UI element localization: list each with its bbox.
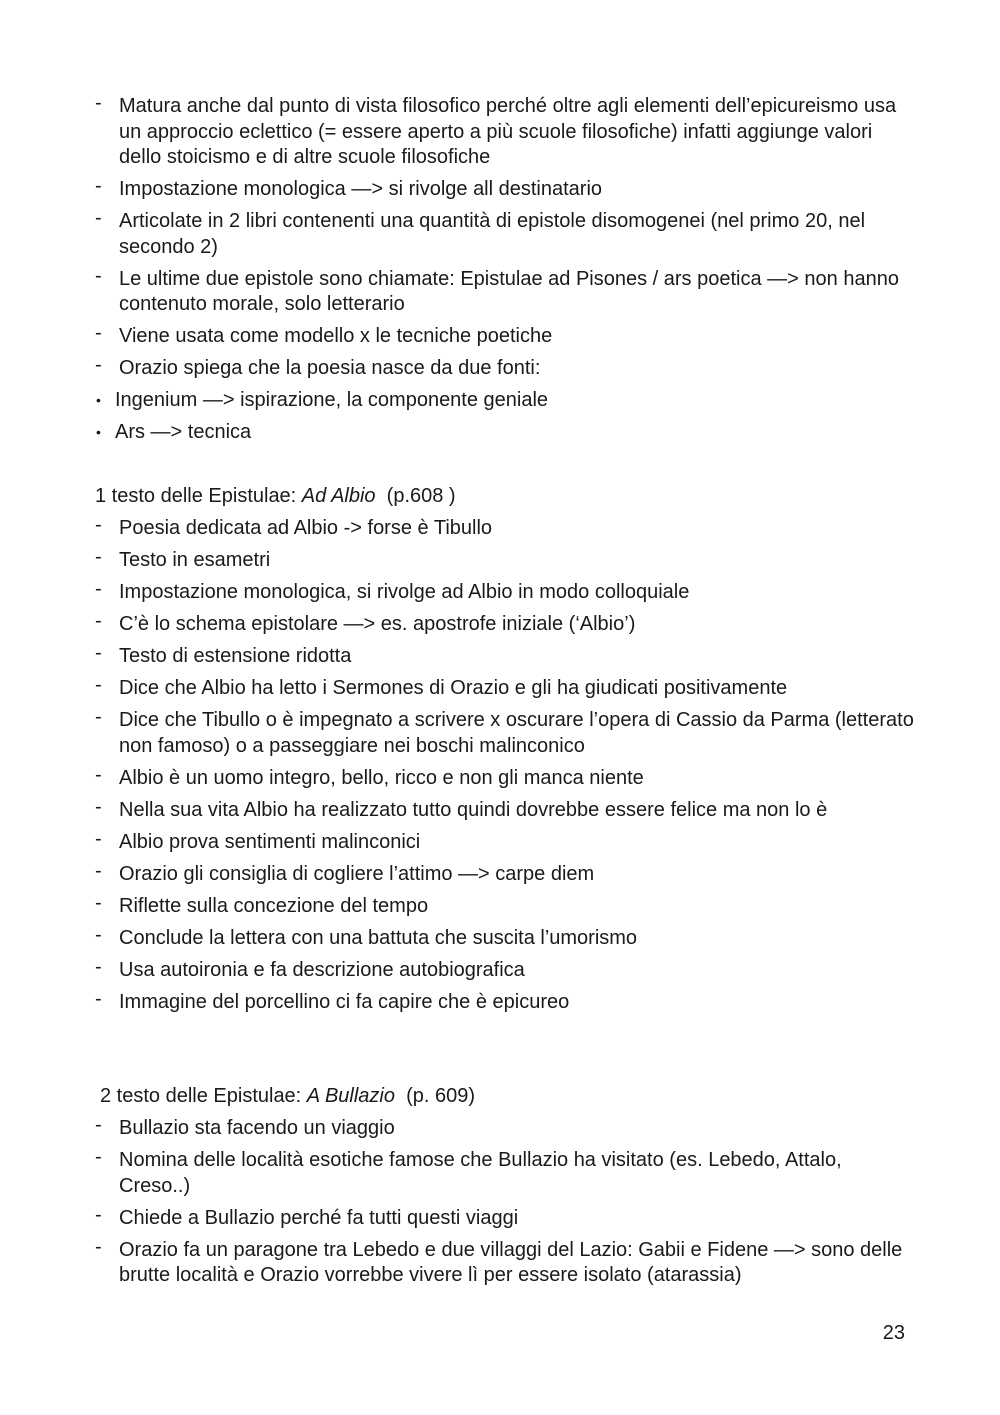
list-item: - Le ultime due epistole sono chiamate: Epistulae ad Pisones / ars poetica —> non hanno contenuto morale, solo letterario (95, 264, 899, 315)
dash-marker: - (95, 322, 102, 344)
list-item: - Testo in esametri (95, 546, 271, 571)
bullet-dot-icon: • (96, 392, 101, 408)
list-item: - Conclude la lettera con una battuta che suscita l’umorismo (95, 923, 638, 949)
heading-title: Ad Albio (301, 485, 376, 507)
dash-marker: - (95, 923, 102, 946)
dash-marker: - (95, 859, 102, 882)
dash-marker: - (95, 175, 102, 197)
dash-marker: - (95, 1146, 102, 1168)
list-item: - Matura anche dal punto di vista filosofico perché oltre agli elementi dell’epicureismo usa un approccio eclettico (= essere aperto a più scuole filosofiche) infatti aggiunge valori dello stoicismo e di altre scuole filosofiche (95, 92, 897, 168)
section-heading: 1 testo delle Epistulae: Ad Albio (p.608 ) (95, 485, 456, 507)
dash-marker: - (95, 1235, 102, 1258)
list-item: - Nella sua vita Albio ha realizzato tutto quindi dovrebbe essere felice ma non lo è (95, 795, 828, 821)
list-item: - Albio è un uomo integro, bello, ricco e non gli manca niente (95, 763, 644, 789)
dash-marker: - (95, 1114, 102, 1136)
bullet-item: • Ingenium —> ispirazione, la componente geniale (95, 388, 915, 414)
dash-list (95, 516, 915, 1015)
dash-marker: - (95, 795, 102, 818)
bullet-item: • Ars —> tecnica (95, 420, 915, 446)
dash-marker: - (95, 987, 102, 1010)
section-intro (95, 94, 915, 452)
dash-list (95, 1116, 915, 1289)
list-item: - Orazio gli consiglia di cogliere l’attimo —> carpe diem (95, 859, 595, 885)
list-item: - Orazio spiega che la poesia nasce da due fonti: (95, 354, 541, 379)
list-item: - Articolate in 2 libri contenenti una quantità di epistole disomogenei (nel primo 20, nel secondo 2) (95, 207, 866, 258)
dash-marker: - (95, 264, 102, 287)
dash-marker: - (95, 891, 102, 914)
section-a-bullazio (95, 1084, 915, 1295)
dash-marker: - (95, 1203, 102, 1226)
dash-marker: - (95, 706, 102, 728)
list-item: - Dice che Tibullo o è impegnato a scrivere x oscurare l’opera di Cassio da Parma (letterato non famoso) o a passeggiare nei boschi malinconico (95, 706, 914, 757)
list-item: - C’è lo schema epistolare —> es. apostrofe iniziale (‘Albio’) (95, 610, 636, 635)
bullet-dot-icon: • (96, 424, 101, 440)
list-item: - Dice che Albio ha letto i Sermones di Orazio e gli ha giudicati positivamente (95, 674, 788, 699)
list-item: - Orazio fa un paragone tra Lebedo e due villaggi del Lazio: Gabii e Fidene —> sono delle brutte località e Orazio vorrebbe vivere lì per essere isolato (atarassia) (95, 1235, 903, 1286)
list-item: - Immagine del porcellino ci fa capire che è epicureo (95, 987, 570, 1013)
list-item: - Impostazione monologica, si rivolge ad Albio in modo colloquiale (95, 578, 690, 603)
list-item: - Chiede a Bullazio perché fa tutti questi viaggi (95, 1203, 519, 1229)
list-item: - Testo di estensione ridotta (95, 642, 352, 667)
list-item: - Impostazione monologica —> si rivolge all destinatario (95, 175, 603, 200)
list-item: - Poesia dedicata ad Albio -> forse è Tibullo (95, 514, 493, 539)
dash-marker: - (95, 763, 102, 786)
dash-marker: - (95, 514, 102, 536)
dash-marker: - (95, 546, 102, 568)
list-item: - Usa autoironia e fa descrizione autobiografica (95, 955, 525, 981)
list-item: - Riflette sulla concezione del tempo (95, 891, 429, 917)
dash-marker: - (95, 827, 102, 850)
dash-marker: - (95, 354, 102, 376)
dash-marker: - (95, 578, 102, 600)
dash-marker: - (95, 955, 102, 978)
heading-title: A Bullazio (306, 1085, 395, 1107)
list-item: - Bullazio sta facendo un viaggio (95, 1114, 395, 1139)
dash-marker: - (95, 92, 102, 114)
dash-marker: - (95, 642, 102, 664)
dash-marker: - (95, 610, 102, 632)
bullet-list (95, 388, 915, 446)
page-number: 23 (882, 1322, 905, 1344)
dash-list (95, 94, 915, 382)
list-item: - Nomina delle località esotiche famose che Bullazio ha visitato (es. Lebedo, Attalo, Creso..) (95, 1146, 842, 1197)
list-item: - Albio prova sentimenti malinconici (95, 827, 421, 853)
section-heading: 2 testo delle Epistulae: A Bullazio (p. 609) (100, 1085, 476, 1107)
section-ad-albio (95, 484, 915, 1022)
dash-marker: - (95, 674, 102, 696)
list-item: - Viene usata come modello x le tecniche poetiche (95, 322, 553, 347)
dash-marker: - (95, 207, 102, 229)
